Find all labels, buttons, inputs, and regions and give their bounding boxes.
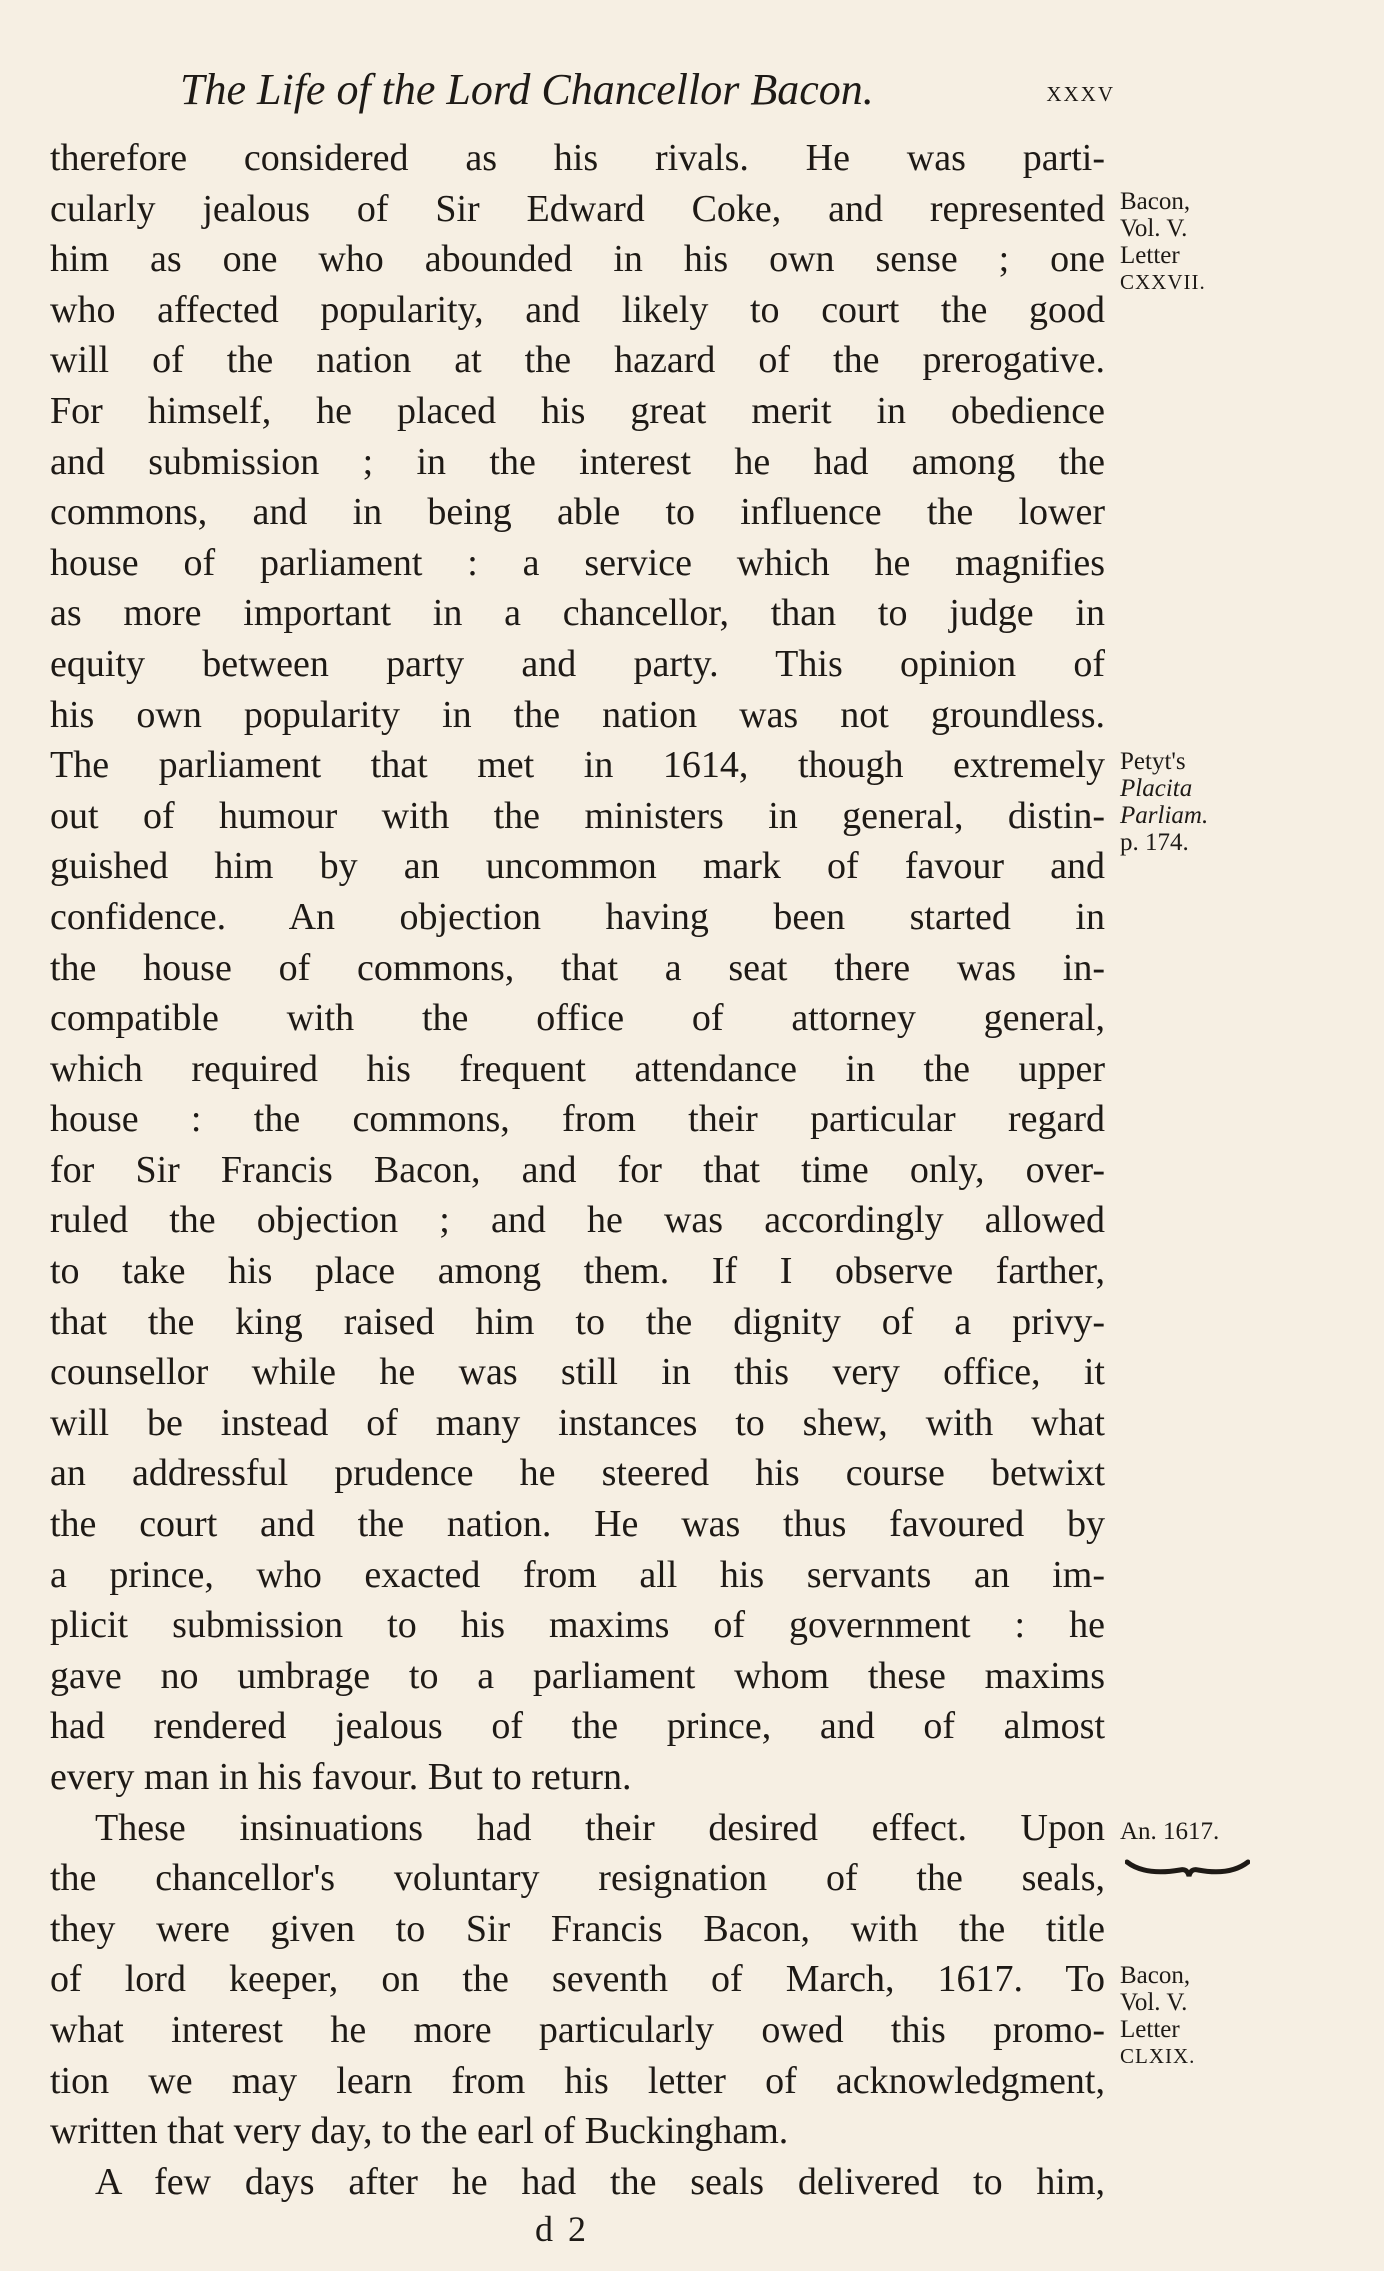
margin-note-line: Parliam. (1120, 802, 1209, 829)
text-line: to take his place among them. If I observe farther, (50, 1250, 1105, 1293)
page-number: xxxv (1046, 75, 1115, 108)
text-line: The parliament that met in 1614, though extremely (50, 744, 1105, 787)
margin-note-petyt-placita (1120, 748, 1208, 856)
text-line: compatible with the office of attorney general, (50, 997, 1105, 1040)
paragraph-start-line: A few days after he had the seals delivered to him, (95, 2160, 1105, 2203)
margin-note-bacon-letter-169 (1120, 1962, 1195, 2070)
paragraph-start-line: These insinuations had their desired effect. Upon (95, 1806, 1105, 1849)
text-line: what interest he more particularly owed this promo- (50, 2008, 1105, 2051)
text-line: will be instead of many instances to shew, with what (50, 1401, 1105, 1444)
text-line: every man in his favour. But to return. (50, 1756, 632, 1798)
margin-note-line: Letter (1120, 2016, 1180, 2043)
text-line: tion we may learn from his letter of acknowledgment, (50, 2059, 1105, 2102)
text-line: had rendered jealous of the prince, and of almost (50, 1705, 1105, 1748)
text-line: counsellor while he was still in this very office, it (50, 1351, 1105, 1394)
text-line: out of humour with the ministers in general, distin- (50, 794, 1105, 837)
text-line: who affected popularity, and likely to court the good (50, 288, 1105, 331)
text-line: plicit submission to his maxims of government : he (50, 1604, 1105, 1647)
text-line: his own popularity in the nation was not groundless. (50, 693, 1105, 736)
margin-note-line: Bacon, (1120, 188, 1191, 215)
text-line: the chancellor's voluntary resignation of the seals, (50, 1857, 1105, 1900)
brace-icon (1125, 1858, 1250, 1880)
margin-note-line: Bacon, (1120, 1962, 1191, 1989)
text-line: the house of commons, that a seat there was in- (50, 946, 1105, 989)
margin-note-line: Vol. V. (1120, 215, 1188, 242)
text-line: that the king raised him to the dignity of a privy- (50, 1300, 1105, 1343)
margin-note-line: CXXVII. (1120, 270, 1206, 294)
text-line: commons, and in being able to influence the lower (50, 491, 1105, 534)
running-head (180, 60, 1115, 120)
text-line: him as one who abounded in his own sense ; one (50, 238, 1105, 281)
text-line: gave no umbrage to a parliament whom these maxims (50, 1654, 1105, 1697)
running-head-title: The Life of the Lord Chancellor Bacon. (180, 65, 874, 114)
text-line: of lord keeper, on the seventh of March, 1617. To (50, 1958, 1105, 2001)
signature-mark: d 2 (535, 2209, 589, 2249)
text-line: which required his frequent attendance in the upper (50, 1047, 1105, 1090)
margin-note-bacon-letter-127 (1120, 188, 1206, 296)
text-line: therefore considered as his rivals. He was parti- (50, 137, 1105, 179)
text-line: written that very day, to the earl of Buckingham. (50, 2110, 789, 2153)
text-line: house : the commons, from their particular regard (50, 1098, 1105, 1141)
text-line: will of the nation at the hazard of the prerogative. (50, 339, 1105, 382)
text-line: for Sir Francis Bacon, and for that time only, over- (50, 1148, 1105, 1191)
margin-note-line: CLXIX. (1120, 2044, 1196, 2068)
text-line: an addressful prudence he steered his course betwixt (50, 1452, 1105, 1495)
text-line: ruled the objection ; and he was accordingly allowed (50, 1199, 1105, 1242)
body-text (50, 133, 1105, 2207)
text-line: and submission ; in the interest he had among the (50, 440, 1105, 483)
margin-note-line: Petyt's (1120, 748, 1186, 775)
text-line: as more important in a chancellor, than to judge in (50, 592, 1105, 635)
margin-note-line: Vol. V. (1120, 1989, 1188, 2016)
text-line: guished him by an uncommon mark of favour and (50, 845, 1105, 888)
text-line: they were given to Sir Francis Bacon, with the title (50, 1907, 1105, 1950)
text-line: the court and the nation. He was thus favoured by (50, 1503, 1105, 1546)
margin-note-line: p. 174. (1120, 829, 1189, 856)
text-line: confidence. An objection having been started in (50, 895, 1105, 938)
text-line: cularly jealous of Sir Edward Coke, and represented (50, 187, 1105, 230)
text-line: house of parliament : a service which he magnifies (50, 541, 1105, 584)
text-line: equity between party and party. This opinion of (50, 642, 1105, 685)
margin-note-line: An. 1617. (1120, 1818, 1220, 1845)
text-line: a prince, who exacted from all his servants an im- (50, 1553, 1105, 1596)
margin-note-line: Placita (1120, 775, 1193, 802)
margin-note-year (1120, 1818, 1219, 1845)
margin-note-line: Letter (1120, 242, 1180, 269)
text-line: For himself, he placed his great merit in obedience (50, 389, 1105, 432)
